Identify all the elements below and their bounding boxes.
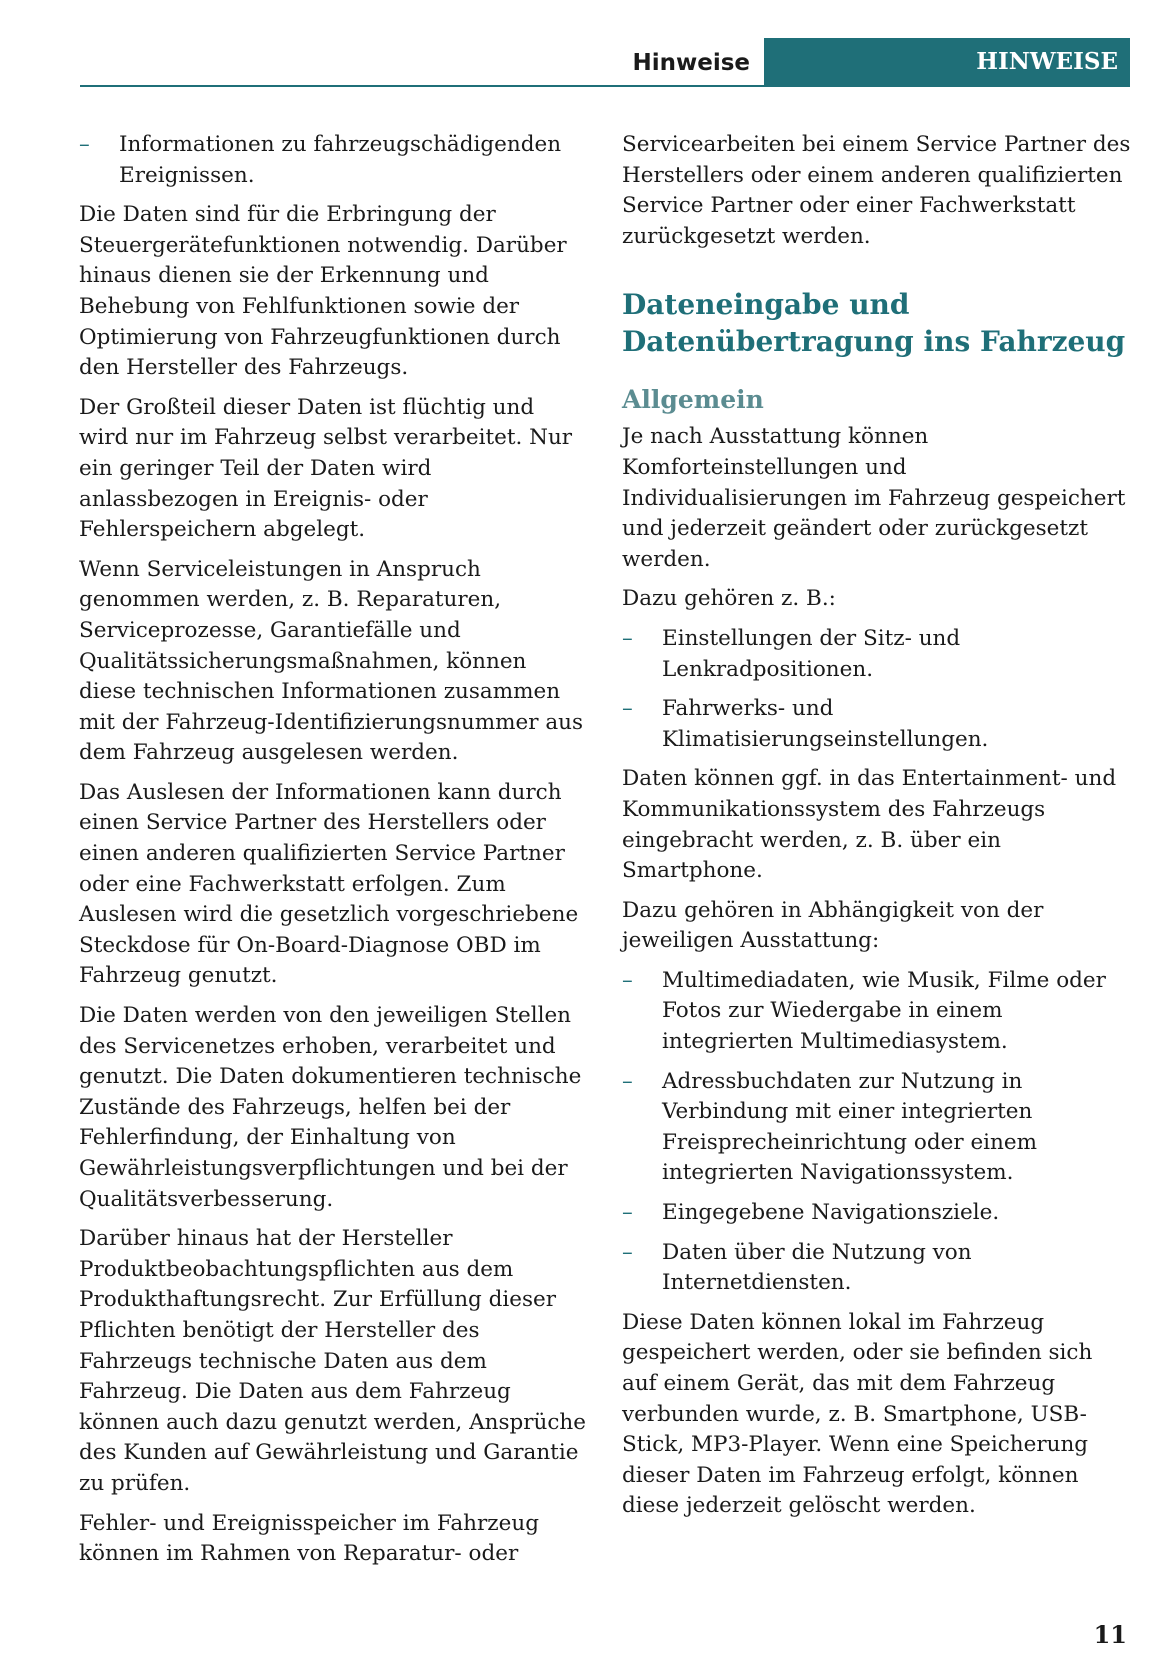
list-item xyxy=(79,130,589,191)
list-dash: – xyxy=(622,967,633,993)
header-section-title: Hinweise xyxy=(632,50,750,76)
paragraph: Fehler- und Ereignisspeicher im Fahrzeug können im Rahmen von Reparatur- oder xyxy=(79,1510,539,1567)
paragraph: Der Großteil dieser Daten ist flüchtig und wird nur im Fahrzeug selbst verarbeitet. Nur ein geringer Teil der Daten wird anlassbezogen in Ereignis- oder Fehlerspeichern abgelegt. xyxy=(79,394,573,543)
list-dash: – xyxy=(622,1068,633,1094)
list-item-text: Daten über die Nutzung von Internetdiensten. xyxy=(662,1239,972,1296)
paragraph: Daten können ggf. in das Entertainment- und Kommunikationssystem des Fahrzeugs eingebracht werden, z. B. über ein Smartphone. xyxy=(622,766,1117,884)
header-chapter-tab: HINWEISE xyxy=(764,38,1130,86)
list-dash: – xyxy=(622,1200,633,1226)
list-dash: – xyxy=(79,132,90,157)
list-item-text: Informationen zu fahrzeugschädigenden Ereignissen. xyxy=(119,132,562,188)
paragraph: Dazu gehören z. B.: xyxy=(622,586,836,612)
list-item xyxy=(622,1198,1132,1229)
section-heading: Dateneingabe und Datenübertragung ins Fahrzeug xyxy=(622,288,1126,359)
paragraph: Die Daten sind für die Erbringung der Steuergerätefunktionen notwendig. Darüber hinaus dienen sie der Erkennung und Behebung von Fehlfunktionen sowie der Optimierung von Fahrzeugfunktionen durch den Hersteller des Fahrzeugs. xyxy=(79,202,567,381)
list-item-text: Eingegebene Navigationsziele. xyxy=(662,1200,1000,1226)
paragraph: Je nach Ausstattung können Komforteinstellungen und Individualisierungen im Fahrzeug gespeichert und jederzeit geändert oder zurückgesetzt werden. xyxy=(622,424,1126,572)
list-item-text: Multimediadaten, wie Musik, Filme oder Fotos zur Wiedergabe in einem integrierten Multimediasystem. xyxy=(662,967,1106,1055)
list-item xyxy=(622,694,1132,755)
paragraph: Die Daten werden von den jeweiligen Stellen des Servicenetzes erhoben, verarbeitet und genutzt. Die Daten dokumentieren technische Zustände des Fahrzeugs, helfen bei der Fehlerfindung, der Einhaltung von Gewährleistungsverpflichtungen und bei der Qualitätsverbesserung. xyxy=(79,1003,582,1212)
paragraph: Dazu gehören in Abhängigkeit von der jeweiligen Ausstattung: xyxy=(622,897,1044,954)
right-column xyxy=(622,130,1132,1531)
header-rule xyxy=(80,85,1130,87)
list-dash: – xyxy=(622,625,633,651)
list-dash: – xyxy=(622,696,633,722)
list-item-text: Adressbuchdaten zur Nutzung in Verbindung mit einer integrierten Freisprecheinrichtung oder einem integrierten Navigationssystem. xyxy=(662,1068,1038,1186)
paragraph: Diese Daten können lokal im Fahrzeug gespeichert werden, oder sie befinden sich auf einem Gerät, das mit dem Fahrzeug verbunden wurde, z. B. Smartphone, USB-Stick, MP3-Player. Wenn eine Speicherung dieser Daten im Fahrzeug erfolgt, können diese jederzeit gelöscht werden. xyxy=(622,1309,1093,1519)
list-item xyxy=(622,624,1132,685)
list-dash: – xyxy=(622,1239,633,1265)
subsection-heading: Allgemein xyxy=(622,385,764,415)
list-item-text: Einstellungen der Sitz- und Lenkradpositionen. xyxy=(662,625,961,682)
paragraph: Wenn Serviceleistungen in Anspruch genommen werden, z. B. Reparaturen, Serviceprozesse, Garantiefälle und Qualitätssicherungsmaßnahmen, können diese technischen Informationen zusammen mit der Fahrzeug-Identifizierungsnummer aus dem Fahrzeug ausgelesen werden. xyxy=(79,556,584,766)
page-number: 11 xyxy=(1093,1620,1127,1649)
paragraph: Servicearbeiten bei einem Service Partner des Herstellers oder einem anderen qualifizierten Service Partner oder einer Fachwerkstatt zurückgesetzt werden. xyxy=(622,132,1131,249)
list-item xyxy=(622,966,1132,1058)
list-item xyxy=(622,1238,1132,1299)
left-column xyxy=(79,130,589,1579)
list-item xyxy=(622,1067,1132,1189)
paragraph: Darüber hinaus hat der Hersteller Produktbeobachtungspflichten aus dem Produkthaftungsrecht. Zur Erfüllung dieser Pflichten benötigt der Hersteller des Fahrzeugs technische Daten aus dem Fahrzeug. Die Daten aus dem Fahrzeug können auch dazu genutzt werden, Ansprüche des Kunden auf Gewährleistung und Garantie zu prüfen. xyxy=(79,1226,586,1496)
list-item-text: Fahrwerks- und Klimatisierungseinstellungen. xyxy=(662,696,989,752)
paragraph: Das Auslesen der Informationen kann durch einen Service Partner des Herstellers oder einen anderen qualifizierten Service Partner oder eine Fachwerkstatt erfolgen. Zum Auslesen wird die gesetzlich vorgeschriebene Steckdose für On-Board-Diagnose OBD im Fahrzeug genutzt. xyxy=(79,779,579,989)
